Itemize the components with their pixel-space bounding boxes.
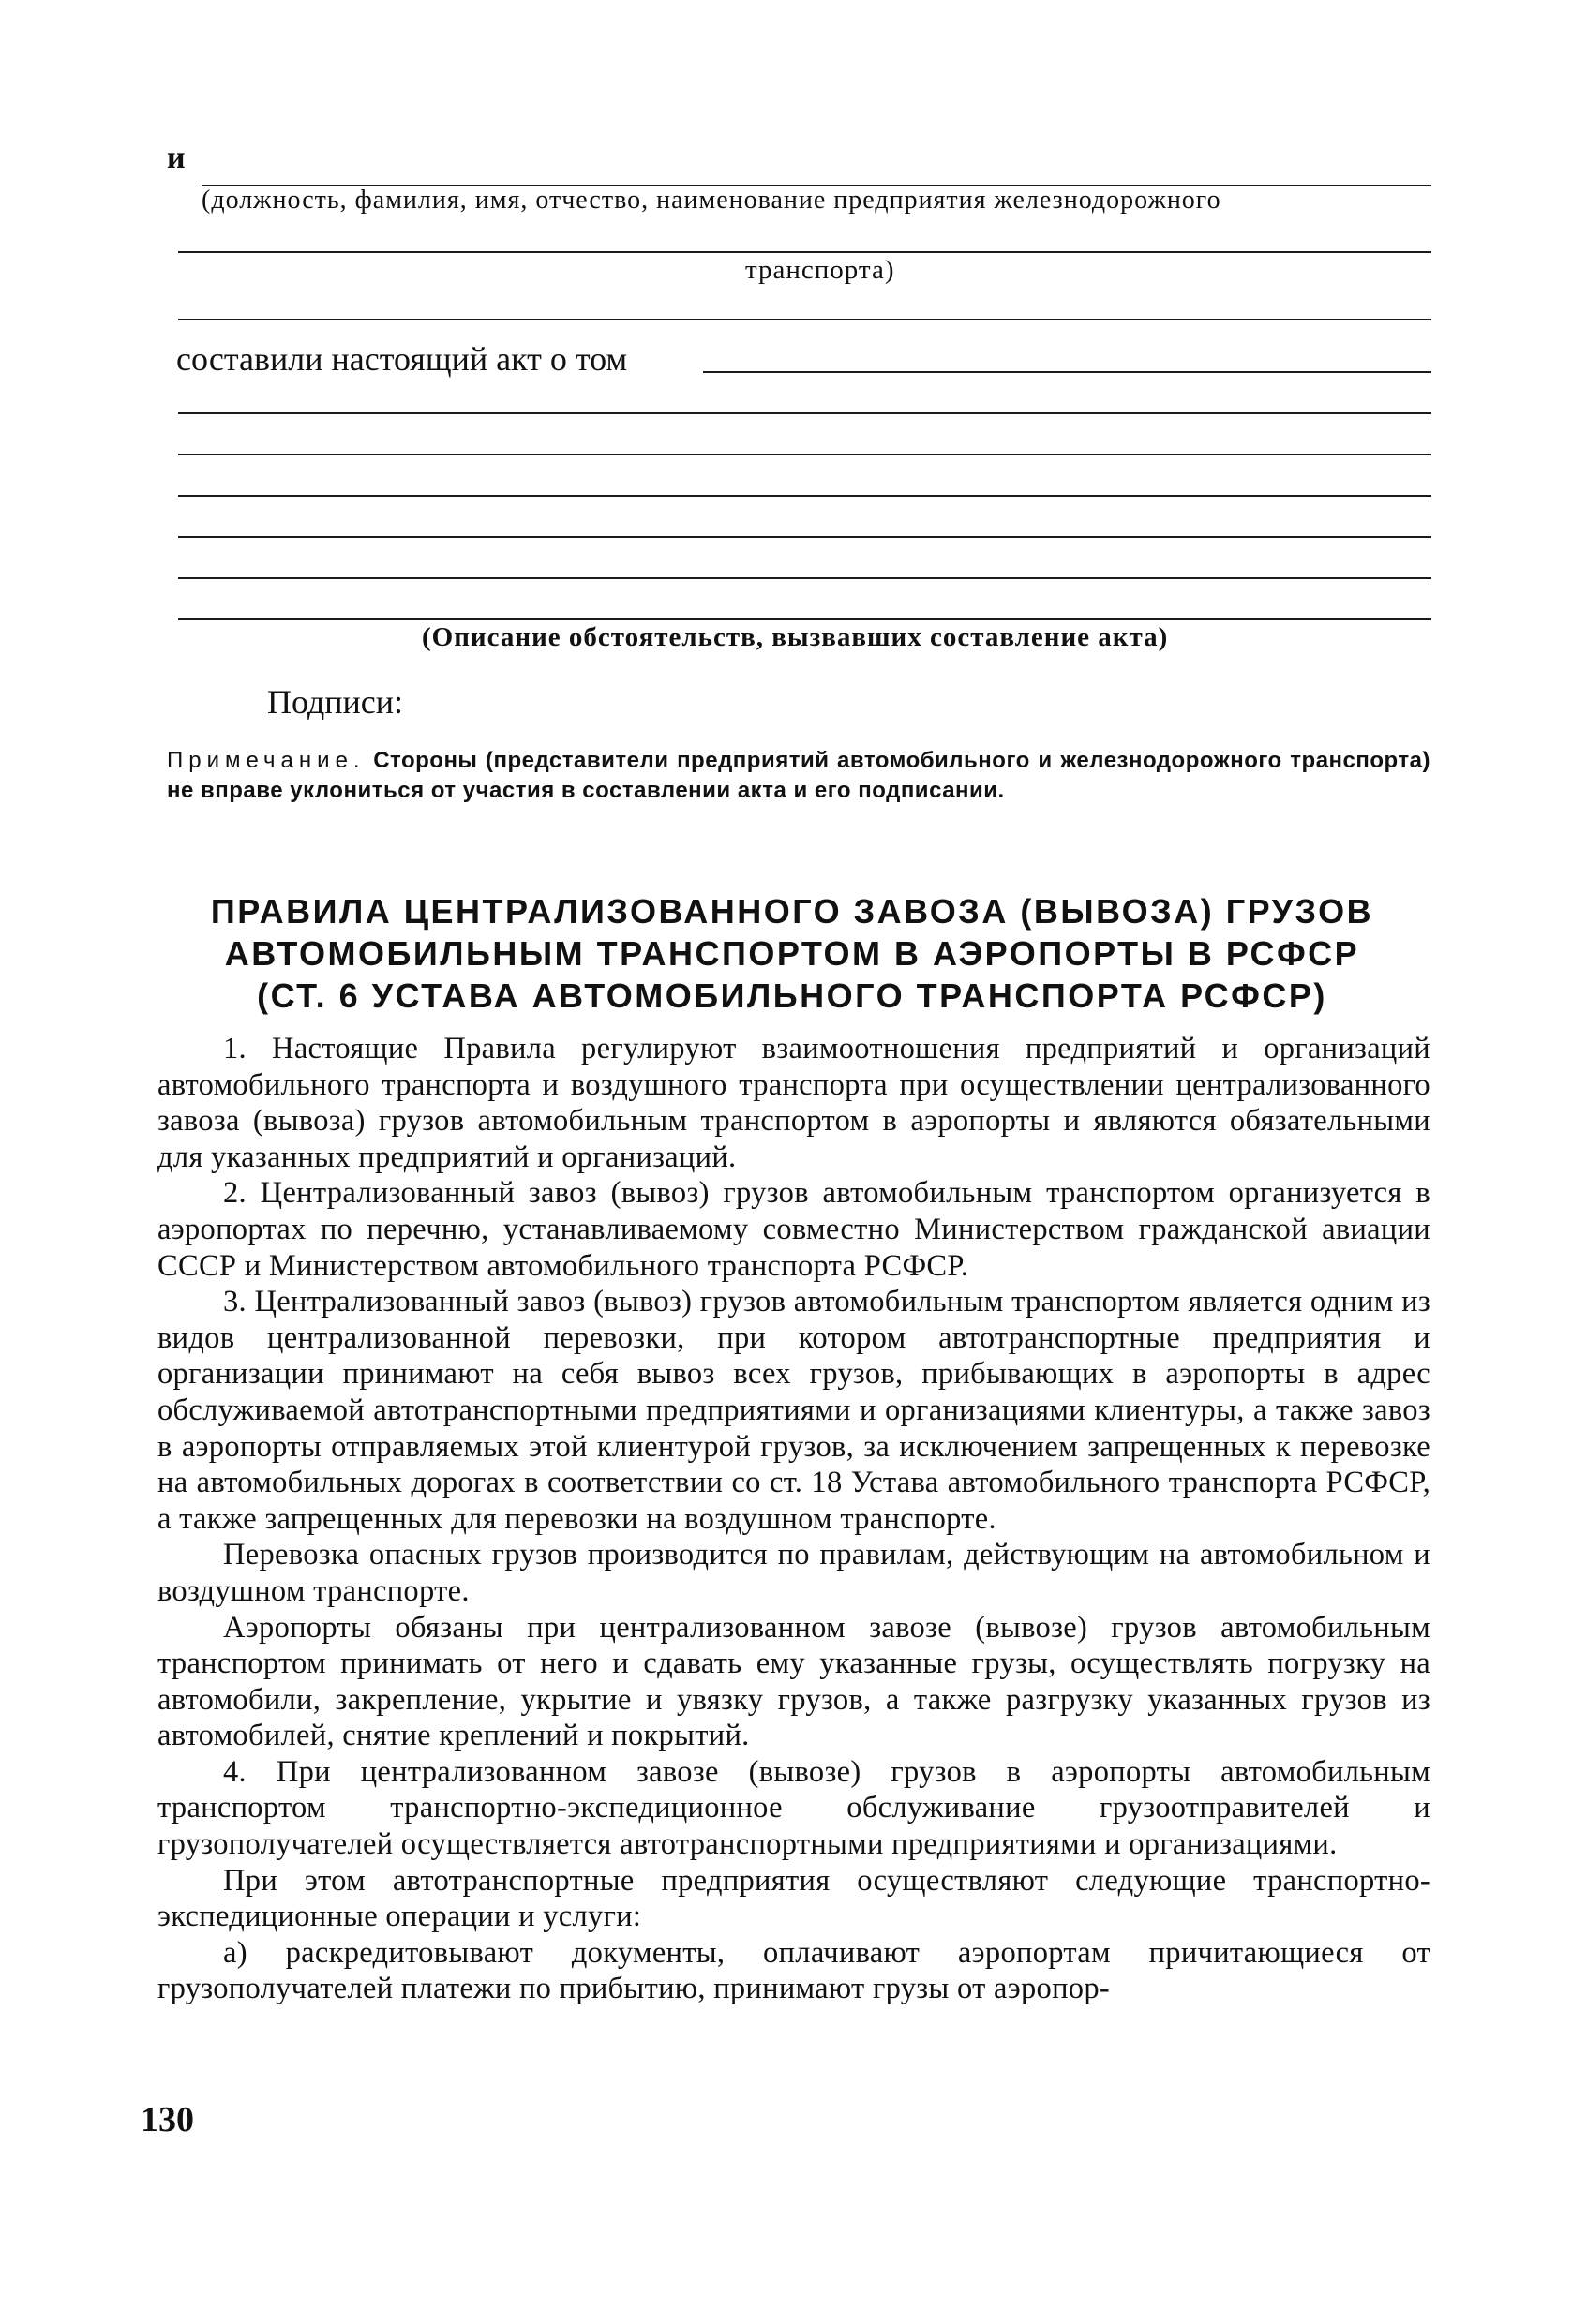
form-line bbox=[178, 454, 1431, 455]
section-title bbox=[150, 890, 1434, 1017]
form-line bbox=[178, 577, 1431, 579]
section-title-line-1: ПРАВИЛА ЦЕНТРАЛИЗОВАННОГО ЗАВОЗА (ВЫВОЗА) ГРУЗОВ bbox=[210, 892, 1374, 931]
paragraph-4: Перевозка опасных грузов производится по правилам, действующим на автомобильном и воздушном транспорте. bbox=[157, 1538, 1430, 1608]
form-caption-1: (должность, фамилия, имя, отчество, наименование предприятия железнодорожного bbox=[202, 186, 1221, 215]
note-text: Стороны (представители предприятий автомобильного и железнодорожного транспорта) не вправе уклониться от участия в составлении акта и его подписании. bbox=[167, 748, 1430, 803]
form-line bbox=[178, 536, 1431, 538]
note-block bbox=[167, 746, 1430, 806]
form-caption-3: (Описание обстоятельств, вызвавших составление акта) bbox=[422, 622, 1169, 652]
form-line bbox=[178, 495, 1431, 497]
form-line bbox=[178, 251, 1431, 253]
paragraph-3: 3. Централизованный завоз (вывоз) грузов автомобильным транспортом является одним из видов централизованной перевозки, при котором автотранспортные предприятия и организации принимают на себя вывоз всех грузов, прибывающих в аэропорты в адрес обслуживаемой автотранспортными предприятиями и организациями клиентуры, а также завоз в аэропорты отправляемых этой клиентурой грузов, за исключением запрещенных к перевозке на автомобильных дорогах в соответствии со ст. 18 Устава автомобильного транспорта РСФСР, а также запрещенных для перевозки на воздушном транспорте. bbox=[157, 1285, 1430, 1536]
page-number: 130 bbox=[141, 2100, 194, 2139]
rules-body bbox=[157, 1031, 1430, 2007]
form-line bbox=[178, 618, 1431, 620]
note-label: Примечание. bbox=[167, 748, 366, 773]
form-line bbox=[178, 319, 1431, 320]
form-line bbox=[703, 371, 1431, 373]
paragraph-1: 1. Настоящие Правила регулируют взаимоотношения предприятий и организаций автомобильного транспорта и воздушного транспорта при осуществлении централизованного завоза (вывоза) грузов автомобильным транспортом в аэропорты и являются обязательными для указанных предприятий и организаций. bbox=[157, 1032, 1430, 1174]
section-title-line-3: (СТ. 6 УСТАВА АВТОМОБИЛЬНОГО ТРАНСПОРТА РСФСР) bbox=[257, 976, 1327, 1015]
form-caption-2: транспорта) bbox=[745, 255, 895, 285]
paragraph-2: 2. Централизованный завоз (вывоз) грузов автомобильным транспортом организуется в аэропортах по перечню, устанавливаемому совместно Министерством гражданской авиации СССР и Министерством автомобильного транспорта РСФСР. bbox=[157, 1176, 1430, 1283]
paragraph-7: При этом автотранспортные предприятия осуществляют следующие транспортно-экспедиционные операции и услуги: bbox=[157, 1863, 1430, 1934]
paragraph-8: а) раскредитовывают документы, оплачивают аэропортам причитающиеся от грузополучателей платежи по прибытию, принимают грузы от аэропор- bbox=[157, 1935, 1430, 2006]
section-title-line-2: АВТОМОБИЛЬНЫМ ТРАНСПОРТОМ В АЭРОПОРТЫ В РСФСР bbox=[224, 934, 1360, 973]
paragraph-6: 4. При централизованном завозе (вывозе) грузов в аэропорты автомобильным транспортом транспортно-экспедиционное обслуживание грузоотправителей и грузополучателей осуществляется автотранспортными предприятиями и организациями. bbox=[157, 1754, 1430, 1862]
paragraph-5: Аэропорты обязаны при централизованном завозе (вывозе) грузов автомобильным транспортом принимать от него и сдавать ему указанные грузы, осуществлять погрузку на автомобили, закрепление, укрытие и увязку грузов, а также разгрузку указанных грузов из автомобилей, снятие креплений и покрытий. bbox=[157, 1610, 1430, 1753]
conjunction-text: и bbox=[167, 141, 186, 175]
form-line bbox=[178, 412, 1431, 414]
signatures-label: Подписи: bbox=[267, 683, 404, 721]
act-line-text: составили настоящий акт о том bbox=[176, 340, 628, 378]
